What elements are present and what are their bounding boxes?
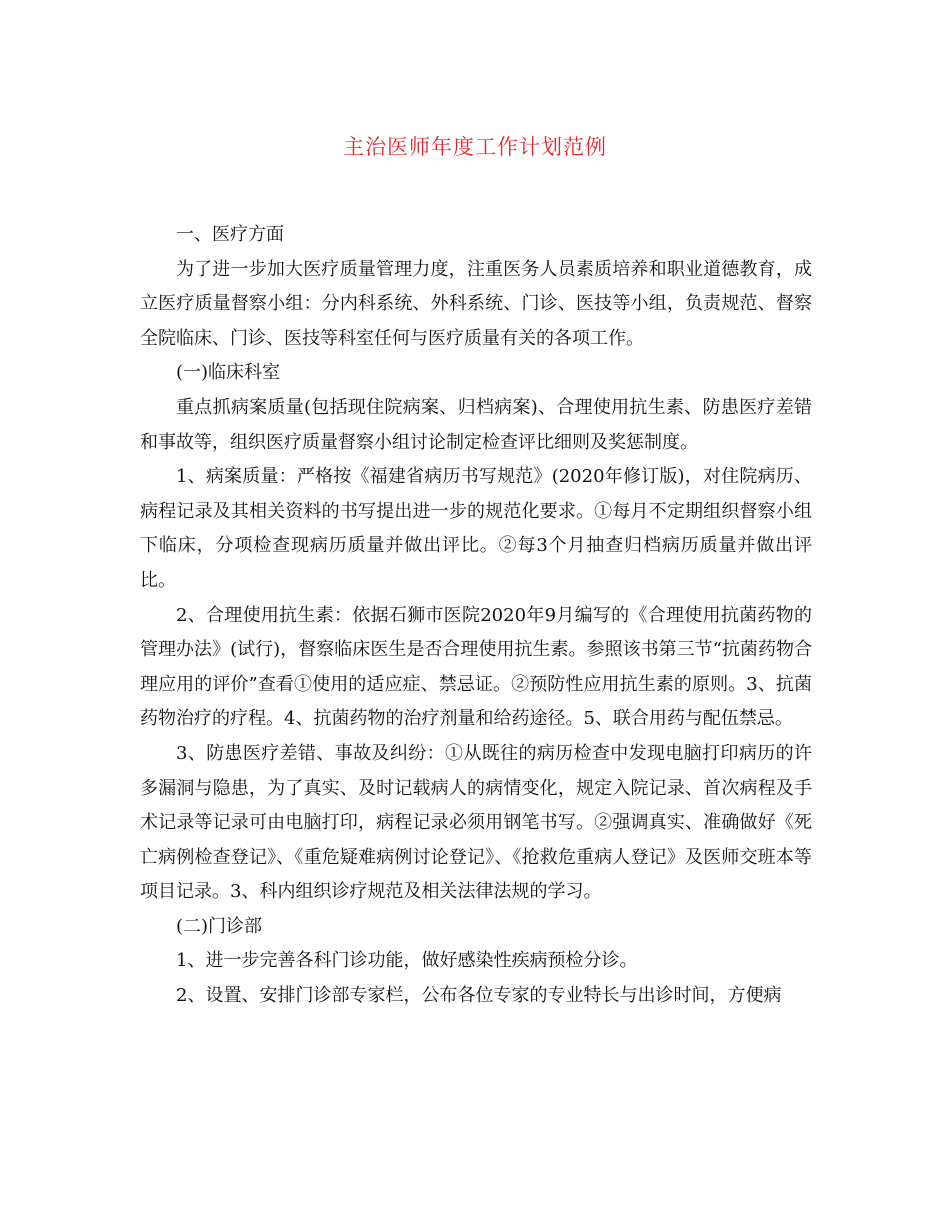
paragraph-clinical-focus: 重点抓病案质量(包括现住院病案、归档病案)、合理使用抗生素、防患医疗差错和事故等，组织医疗质量督察小组讨论制定检查评比细则及奖惩制度。 [140,396,812,453]
document-body [140,218,812,1014]
subsection-heading-clinical: (一)临床科室 [176,362,281,384]
paragraph-outpatient-1: 1、进一步完善各科门诊功能，做好感染性疾病预检分诊。 [176,950,638,972]
paragraph-intro: 为了进一步加大医疗质量管理力度，注重医务人员素质培养和职业道德教育，成立医疗质量督察小组：分内科系统、外科系统、门诊、医技等小组，负责规范、督察全院临床、门诊、医技等科室任何与医疗质量有关的各项工作。 [140,258,812,349]
section-heading-medical: 一、医疗方面 [176,224,284,245]
subsection-heading-outpatient: (二)门诊部 [176,915,263,937]
document-title: 主治医师年度工作计划范例 [343,135,607,159]
paragraph-error-prevention: 3、防患医疗差错、事故及纠纷：①从既往的病历检查中发现电脑打印病历的许多漏洞与隐患，为了真实、及时记载病人的病情变化，规定入院记录、首次病程及手术记录等记录可由电脑打印，病程记录必须用钢笔书写。②强调真实、准确做好《死亡病例检查登记》、《重危疑难病例讨论登记》、《抢救危重病人登记》及医师交班本等项目记录。3、科内组织诊疗规范及相关法律法规的学习。 [140,742,812,903]
paragraph-outpatient-2: 2、设置、安排门诊部专家栏，公布各位专家的专业特长与出诊时间，方便病 [176,985,782,1007]
paragraph-antibiotics: 2、合理使用抗生素：依据石狮市医院2020年9月编写的《合理使用抗菌药物的管理办法》(试行)，督察临床医生是否合理使用抗生素。参照该书第三节“抗菌药物合理应用的评价”查看①使用的适应症、禁忌证。②预防性应用抗生素的原则。3、抗菌药物治疗的疗程。4、抗菌药物的治疗剂量和给药途径。5、联合用药与配伍禁忌。 [140,604,812,730]
paragraph-case-quality: 1、病案质量：严格按《福建省病历书写规范》(2020年修订版)，对住院病历、病程记录及其相关资料的书写提出进一步的规范化要求。①每月不定期组织督察小组下临床，分项检查现病历质量并做出评比。②每3个月抽查归档病历质量并做出评比。 [140,466,812,591]
